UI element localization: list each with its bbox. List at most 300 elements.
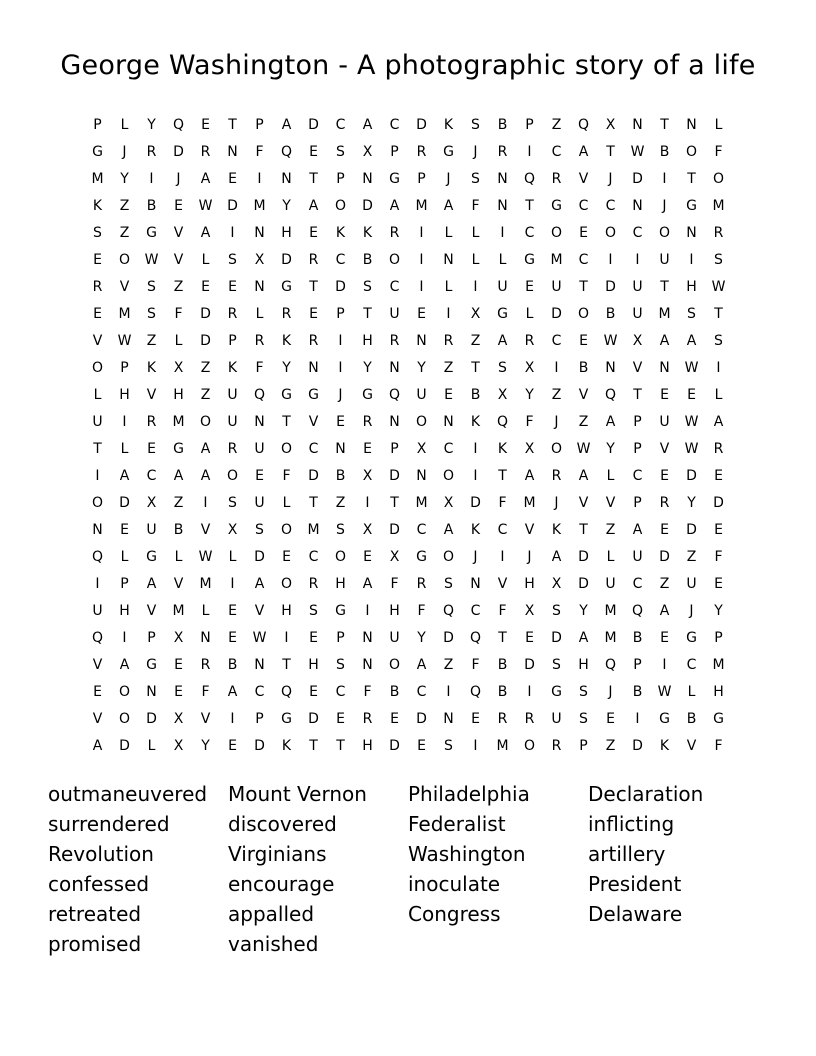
grid-cell: E xyxy=(417,738,426,754)
grid-cell: O xyxy=(388,657,401,673)
grid-cell: F xyxy=(282,468,291,484)
grid-cell: D xyxy=(605,279,616,295)
word-list-item: vanished xyxy=(228,932,319,956)
grid-cell: O xyxy=(658,225,671,241)
grid-cell: D xyxy=(551,630,562,646)
grid-cell: Y xyxy=(282,360,291,376)
grid-cell: G xyxy=(173,441,184,457)
grid-cell: S xyxy=(444,576,453,592)
grid-cell: Z xyxy=(119,198,130,214)
grid-cell: I xyxy=(554,360,559,376)
grid-cell: T xyxy=(606,144,615,160)
grid-cell: G xyxy=(686,630,697,646)
grid-cell: E xyxy=(228,738,237,754)
grid-cell: L xyxy=(444,279,453,295)
grid-cell: T xyxy=(579,279,588,295)
grid-cell: P xyxy=(336,171,345,187)
grid-cell: Z xyxy=(605,522,616,538)
grid-cell: R xyxy=(389,225,400,241)
grid-cell: A xyxy=(281,117,292,133)
grid-cell: Y xyxy=(282,198,291,214)
grid-cell: K xyxy=(146,360,157,376)
grid-cell: R xyxy=(551,738,562,754)
grid-row xyxy=(84,679,732,706)
grid-cell: R xyxy=(92,279,103,295)
grid-cell: U xyxy=(632,279,643,295)
grid-cell: E xyxy=(606,711,615,727)
grid-cell: V xyxy=(578,495,589,511)
grid-cell: E xyxy=(228,630,237,646)
grid-cell: X xyxy=(173,630,184,646)
grid-cell: U xyxy=(632,306,643,322)
grid-cell: M xyxy=(172,603,185,619)
grid-cell: T xyxy=(336,738,345,754)
grid-cell: D xyxy=(308,468,319,484)
grid-cell: T xyxy=(714,306,723,322)
word-column xyxy=(588,779,768,959)
grid-cell: Z xyxy=(443,360,454,376)
grid-cell: X xyxy=(470,306,481,322)
grid-cell: I xyxy=(419,225,424,241)
grid-cell: E xyxy=(93,684,102,700)
grid-cell: F xyxy=(498,603,507,619)
grid-cell: I xyxy=(716,360,721,376)
grid-cell: W xyxy=(198,549,213,565)
grid-cell: V xyxy=(200,711,211,727)
grid-cell: U xyxy=(551,279,562,295)
grid-cell: O xyxy=(712,171,725,187)
grid-cell: G xyxy=(659,711,670,727)
grid-cell: E xyxy=(444,387,453,403)
grid-cell: G xyxy=(389,171,400,187)
grid-cell: P xyxy=(525,117,534,133)
grid-cell: I xyxy=(122,414,127,430)
grid-cell: N xyxy=(362,657,373,673)
grid-cell: D xyxy=(686,522,697,538)
grid-cell: A xyxy=(713,414,724,430)
grid-cell: Z xyxy=(470,333,481,349)
grid-cell: K xyxy=(227,360,238,376)
grid-cell: X xyxy=(362,522,373,538)
grid-cell: F xyxy=(714,738,723,754)
grid-row xyxy=(84,490,732,517)
grid-cell: G xyxy=(281,387,292,403)
word-column xyxy=(48,779,228,959)
grid-cell: E xyxy=(660,522,669,538)
grid-cell: P xyxy=(147,630,156,646)
grid-cell: D xyxy=(227,198,238,214)
grid-cell: B xyxy=(605,306,616,322)
grid-cell: O xyxy=(91,495,104,511)
grid-cell: A xyxy=(200,171,211,187)
grid-cell: A xyxy=(443,198,454,214)
grid-cell: W xyxy=(117,333,132,349)
grid-cell: U xyxy=(632,549,643,565)
grid-cell: J xyxy=(554,414,559,430)
grid-cell: U xyxy=(659,414,670,430)
grid-cell: D xyxy=(470,495,481,511)
grid-cell: E xyxy=(363,549,372,565)
word-list-item: Congress xyxy=(408,902,501,926)
grid-cell: S xyxy=(714,252,723,268)
grid-cell: B xyxy=(470,387,481,403)
grid-cell: G xyxy=(335,603,346,619)
grid-cell: J xyxy=(176,171,181,187)
grid-cell: S xyxy=(714,333,723,349)
grid-row xyxy=(84,544,732,571)
grid-cell: N xyxy=(632,198,643,214)
grid-cell: L xyxy=(174,333,183,349)
word-search-grid xyxy=(84,112,732,760)
grid-cell: R xyxy=(416,144,427,160)
grid-cell: J xyxy=(689,603,694,619)
grid-cell: D xyxy=(659,549,670,565)
grid-cell: I xyxy=(419,279,424,295)
word-column xyxy=(408,779,588,959)
grid-cell: K xyxy=(281,333,292,349)
grid-cell: D xyxy=(578,549,589,565)
grid-cell: C xyxy=(254,684,265,700)
grid-cell: B xyxy=(632,630,643,646)
grid-cell: I xyxy=(446,306,451,322)
grid-cell: T xyxy=(498,468,507,484)
grid-row xyxy=(84,382,732,409)
grid-cell: I xyxy=(500,225,505,241)
grid-cell: Z xyxy=(578,414,589,430)
grid-cell: R xyxy=(389,333,400,349)
grid-row xyxy=(84,301,732,328)
grid-cell: D xyxy=(308,117,319,133)
grid-cell: S xyxy=(687,306,696,322)
grid-cell: F xyxy=(498,495,507,511)
grid-cell: O xyxy=(523,738,536,754)
grid-cell: V xyxy=(524,522,535,538)
grid-cell: U xyxy=(389,306,400,322)
grid-cell: H xyxy=(713,684,724,700)
grid-cell: F xyxy=(714,144,723,160)
word-list-item: surrendered xyxy=(48,812,170,836)
grid-cell: P xyxy=(390,144,399,160)
word-list-item: outmaneuvered xyxy=(48,782,208,806)
grid-row xyxy=(84,193,732,220)
grid-cell: J xyxy=(527,549,532,565)
grid-cell: N xyxy=(254,657,265,673)
grid-cell: H xyxy=(686,279,697,295)
grid-cell: D xyxy=(524,657,535,673)
grid-cell: M xyxy=(253,198,266,214)
grid-cell: D xyxy=(389,738,400,754)
grid-cell: B xyxy=(659,144,670,160)
grid-cell: I xyxy=(338,360,343,376)
grid-cell: X xyxy=(146,495,157,511)
grid-cell: P xyxy=(714,630,723,646)
grid-cell: X xyxy=(173,711,184,727)
grid-cell: G xyxy=(551,198,562,214)
grid-cell: I xyxy=(230,576,235,592)
grid-cell: T xyxy=(660,279,669,295)
grid-cell: K xyxy=(281,738,292,754)
grid-cell: M xyxy=(415,198,428,214)
grid-cell: U xyxy=(227,414,238,430)
grid-cell: S xyxy=(579,684,588,700)
grid-cell: Q xyxy=(172,117,185,133)
grid-cell: F xyxy=(201,684,210,700)
grid-cell: Y xyxy=(120,171,129,187)
grid-cell: G xyxy=(551,684,562,700)
grid-cell: H xyxy=(308,657,319,673)
grid-cell: C xyxy=(416,684,427,700)
grid-cell: Z xyxy=(146,333,157,349)
grid-cell: S xyxy=(444,738,453,754)
grid-cell: I xyxy=(473,468,478,484)
grid-cell: Q xyxy=(388,387,401,403)
word-list-item: Washington xyxy=(408,842,526,866)
grid-cell: D xyxy=(578,576,589,592)
grid-cell: O xyxy=(280,441,293,457)
grid-cell: S xyxy=(552,603,561,619)
grid-cell: E xyxy=(525,630,534,646)
grid-cell: G xyxy=(686,198,697,214)
grid-cell: I xyxy=(203,495,208,511)
grid-cell: I xyxy=(95,576,100,592)
grid-cell: I xyxy=(446,684,451,700)
grid-cell: A xyxy=(119,468,130,484)
grid-cell: Y xyxy=(687,495,696,511)
grid-cell: X xyxy=(551,576,562,592)
grid-cell: R xyxy=(497,144,508,160)
grid-cell: Q xyxy=(604,387,617,403)
grid-cell: N xyxy=(281,171,292,187)
word-list-item: promised xyxy=(48,932,142,956)
grid-cell: A xyxy=(578,630,589,646)
word-list-item: Mount Vernon xyxy=(228,782,367,806)
grid-cell: N xyxy=(497,198,508,214)
grid-cell: J xyxy=(473,144,478,160)
grid-cell: L xyxy=(147,738,156,754)
grid-cell: N xyxy=(416,333,427,349)
grid-cell: H xyxy=(389,603,400,619)
grid-cell: K xyxy=(659,738,670,754)
grid-cell: F xyxy=(363,684,372,700)
grid-cell: N xyxy=(335,441,346,457)
grid-cell: I xyxy=(500,549,505,565)
grid-cell: A xyxy=(605,414,616,430)
grid-cell: D xyxy=(335,279,346,295)
grid-cell: O xyxy=(550,225,563,241)
grid-cell: C xyxy=(335,252,346,268)
grid-cell: V xyxy=(200,522,211,538)
grid-row xyxy=(84,517,732,544)
grid-cell: D xyxy=(200,306,211,322)
grid-cell: A xyxy=(254,576,265,592)
grid-cell: L xyxy=(201,252,210,268)
grid-cell: H xyxy=(281,225,292,241)
grid-cell: J xyxy=(662,198,667,214)
grid-cell: M xyxy=(604,603,617,619)
word-list-item: inflicting xyxy=(588,812,675,836)
grid-row xyxy=(84,463,732,490)
grid-cell: Q xyxy=(604,657,617,673)
grid-cell: S xyxy=(93,225,102,241)
grid-cell: A xyxy=(200,468,211,484)
grid-cell: L xyxy=(174,549,183,565)
grid-cell: E xyxy=(309,144,318,160)
grid-cell: C xyxy=(335,684,346,700)
grid-cell: M xyxy=(712,198,725,214)
grid-cell: N xyxy=(659,360,670,376)
grid-cell: B xyxy=(686,711,697,727)
grid-cell: L xyxy=(228,549,237,565)
grid-cell: P xyxy=(120,360,129,376)
grid-cell: O xyxy=(280,576,293,592)
grid-cell: H xyxy=(119,387,130,403)
grid-cell: I xyxy=(284,630,289,646)
grid-cell: N xyxy=(686,225,697,241)
grid-cell: G xyxy=(497,306,508,322)
grid-cell: D xyxy=(119,738,130,754)
grid-cell: R xyxy=(524,333,535,349)
grid-cell: O xyxy=(604,225,617,241)
grid-cell: B xyxy=(227,657,238,673)
grid-cell: Y xyxy=(606,441,615,457)
grid-cell: J xyxy=(608,684,613,700)
grid-cell: W xyxy=(576,441,591,457)
grid-cell: V xyxy=(497,576,508,592)
grid-cell: C xyxy=(632,468,643,484)
grid-cell: U xyxy=(416,387,427,403)
grid-cell: T xyxy=(309,738,318,754)
grid-cell: M xyxy=(658,306,671,322)
grid-cell: W xyxy=(684,414,699,430)
grid-cell: V xyxy=(146,387,157,403)
grid-cell: E xyxy=(282,549,291,565)
grid-cell: N xyxy=(254,279,265,295)
grid-cell: D xyxy=(173,144,184,160)
grid-cell: I xyxy=(365,495,370,511)
grid-cell: L xyxy=(282,495,291,511)
grid-cell: A xyxy=(119,657,130,673)
grid-cell: I xyxy=(122,630,127,646)
grid-cell: C xyxy=(551,144,562,160)
grid-cell: Q xyxy=(442,603,455,619)
grid-cell: L xyxy=(255,306,264,322)
grid-cell: U xyxy=(497,279,508,295)
grid-cell: R xyxy=(497,711,508,727)
grid-cell: A xyxy=(92,738,103,754)
grid-cell: B xyxy=(173,522,184,538)
grid-cell: X xyxy=(416,441,427,457)
grid-cell: I xyxy=(338,333,343,349)
grid-cell: I xyxy=(662,657,667,673)
grid-cell: D xyxy=(416,117,427,133)
grid-cell: I xyxy=(635,711,640,727)
grid-cell: D xyxy=(632,738,643,754)
grid-cell: A xyxy=(308,198,319,214)
grid-cell: A xyxy=(416,657,427,673)
grid-cell: I xyxy=(95,468,100,484)
grid-cell: E xyxy=(309,684,318,700)
grid-cell: X xyxy=(605,117,616,133)
grid-cell: H xyxy=(173,387,184,403)
grid-cell: O xyxy=(442,468,455,484)
grid-cell: A xyxy=(389,198,400,214)
grid-cell: A xyxy=(362,117,373,133)
grid-cell: D xyxy=(362,198,373,214)
grid-cell: H xyxy=(524,576,535,592)
grid-cell: N xyxy=(389,414,400,430)
grid-cell: Y xyxy=(417,630,426,646)
grid-cell: W xyxy=(684,360,699,376)
word-list-item: Virginians xyxy=(228,842,327,866)
grid-cell: O xyxy=(280,522,293,538)
grid-cell: D xyxy=(416,711,427,727)
grid-cell: C xyxy=(578,252,589,268)
grid-row xyxy=(84,598,732,625)
grid-cell: N xyxy=(146,684,157,700)
grid-cell: Q xyxy=(577,117,590,133)
grid-cell: I xyxy=(257,171,262,187)
grid-cell: P xyxy=(633,495,642,511)
grid-cell: B xyxy=(497,117,508,133)
grid-cell: C xyxy=(146,468,157,484)
grid-cell: S xyxy=(228,495,237,511)
grid-cell: L xyxy=(444,225,453,241)
grid-cell: S xyxy=(309,603,318,619)
grid-cell: M xyxy=(712,657,725,673)
grid-cell: M xyxy=(118,306,131,322)
grid-cell: L xyxy=(120,441,129,457)
grid-cell: S xyxy=(336,657,345,673)
grid-cell: R xyxy=(551,171,562,187)
grid-cell: Z xyxy=(200,387,211,403)
grid-cell: S xyxy=(498,360,507,376)
grid-cell: O xyxy=(118,711,131,727)
grid-cell: G xyxy=(146,657,157,673)
grid-cell: D xyxy=(632,171,643,187)
grid-cell: A xyxy=(200,441,211,457)
grid-cell: K xyxy=(551,522,562,538)
grid-cell: O xyxy=(550,441,563,457)
grid-cell: T xyxy=(471,360,480,376)
grid-cell: I xyxy=(662,171,667,187)
grid-cell: C xyxy=(389,117,400,133)
grid-cell: E xyxy=(525,279,534,295)
grid-cell: C xyxy=(551,333,562,349)
grid-cell: X xyxy=(227,522,238,538)
grid-cell: R xyxy=(308,333,319,349)
grid-cell: C xyxy=(578,198,589,214)
grid-cell: R xyxy=(254,333,265,349)
grid-cell: E xyxy=(147,441,156,457)
grid-cell: X xyxy=(173,360,184,376)
word-list-item: Revolution xyxy=(48,842,154,866)
grid-cell: I xyxy=(635,252,640,268)
grid-cell: F xyxy=(417,603,426,619)
word-list xyxy=(48,779,768,959)
word-list-item: President xyxy=(588,872,682,896)
grid-cell: N xyxy=(254,414,265,430)
grid-cell: K xyxy=(497,441,508,457)
grid-cell: N xyxy=(92,522,103,538)
grid-cell: A xyxy=(659,603,670,619)
grid-cell: E xyxy=(309,630,318,646)
grid-cell: P xyxy=(120,576,129,592)
grid-cell: C xyxy=(632,576,643,592)
grid-cell: S xyxy=(579,711,588,727)
grid-cell: N xyxy=(443,414,454,430)
grid-cell: A xyxy=(659,333,670,349)
grid-cell: Z xyxy=(686,549,697,565)
